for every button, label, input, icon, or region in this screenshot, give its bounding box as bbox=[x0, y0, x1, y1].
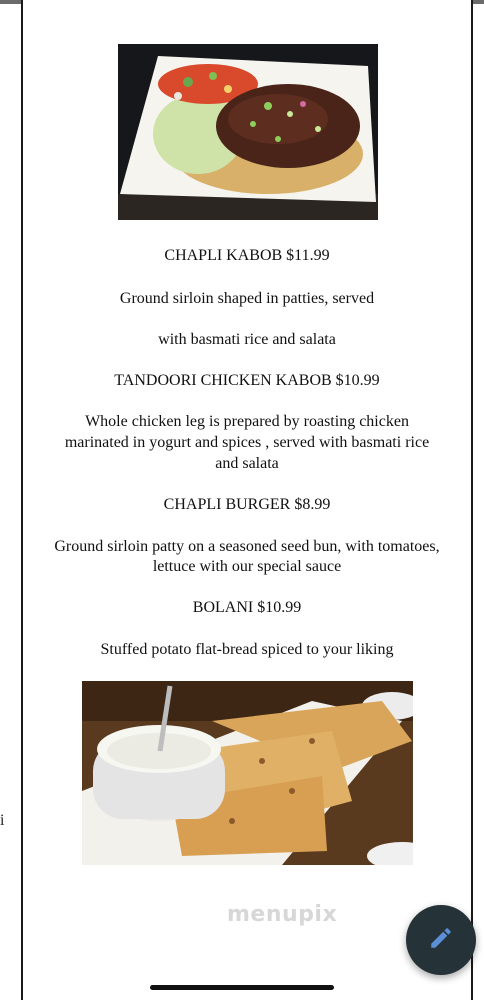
menu-item-description: lettuce with our special sauce bbox=[152, 558, 342, 575]
menu-page[interactable] bbox=[21, 0, 473, 1000]
menu-item-title-chapli-burger: CHAPLI BURGER $8.99 bbox=[163, 496, 331, 513]
menu-item-description: with basmati rice and salata bbox=[158, 331, 336, 348]
pencil-icon bbox=[428, 925, 454, 956]
menu-item-description: marinated in yogurt and spices , served with basmati rice bbox=[64, 434, 430, 451]
menu-item-title-chapli-kabob: CHAPLI KABOB $11.99 bbox=[164, 247, 330, 264]
home-indicator bbox=[150, 985, 334, 990]
menu-item-title-tandoori-chicken-kabob: TANDOORI CHICKEN KABOB $10.99 bbox=[114, 372, 380, 389]
chapli-kabob-photo bbox=[118, 44, 378, 220]
menu-item-description: Stuffed potato flat-bread spiced to your liking bbox=[100, 641, 394, 658]
edit-fab-button[interactable] bbox=[406, 905, 476, 975]
menupix-watermark: menupix bbox=[227, 902, 338, 927]
menu-item-description: Ground sirloin shaped in patties, served bbox=[119, 290, 375, 307]
edge-text-fragment: i bbox=[0, 812, 5, 829]
menu-item-description: Whole chicken leg is prepared by roasting chicken bbox=[85, 413, 409, 430]
menu-item-description: and salata bbox=[215, 455, 279, 472]
menu-item-description: Ground sirloin patty on a seasoned seed bun, with tomatoes, bbox=[54, 538, 440, 555]
menu-item-title-bolani: BOLANI $10.99 bbox=[192, 599, 302, 616]
bolani-photo bbox=[82, 681, 413, 865]
